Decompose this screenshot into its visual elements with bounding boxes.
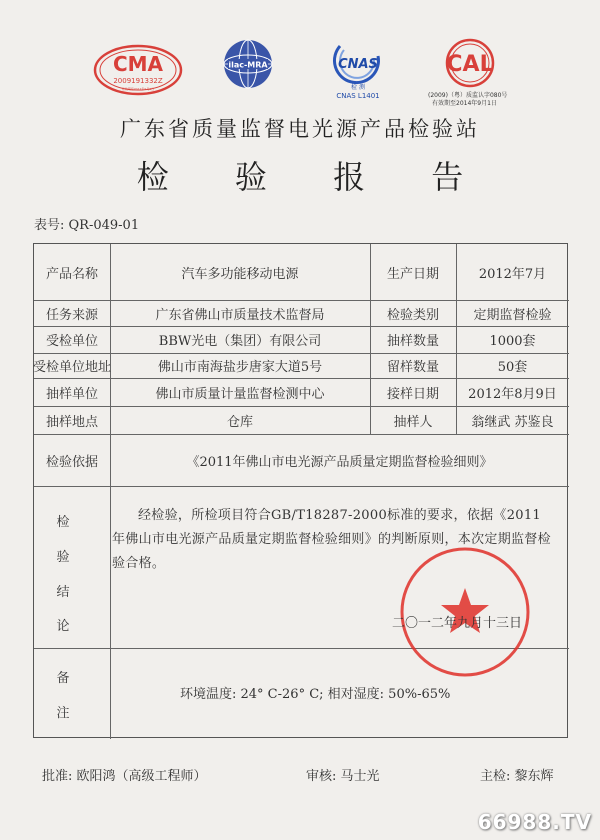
- cal-logo: [442, 38, 498, 88]
- basis-value: 《2011年佛山市电光源产品质量定期监督检验细则》: [186, 454, 493, 470]
- report-title: 检 验 报 告: [136, 158, 492, 196]
- svg-text:2009191332Z: 2009191332Z: [113, 77, 163, 85]
- basis-label: 检验依据: [45, 454, 98, 470]
- inspected-unit-value: BBW光电（集团）有限公司: [158, 334, 322, 349]
- sampling-unit-value: 佛山市质量计量监督检测中心: [155, 386, 325, 402]
- svg-text:CNAS: CNAS: [338, 57, 378, 72]
- ilac-mra-logo: [222, 38, 274, 90]
- receive-date-label: 接样日期: [386, 386, 439, 402]
- unit-address-value: 佛山市南海盐步唐家大道5号: [157, 360, 323, 375]
- retained-qty-value: 50套: [497, 360, 528, 375]
- cal-permit-line1: (2009)（粤）质监认字080号: [428, 92, 508, 99]
- svg-text:有效期至2012年9月1日: 有效期至2012年9月1日: [121, 87, 155, 91]
- svg-text:CNAS L1401: CNAS L1401: [336, 92, 380, 100]
- sample-qty-value: 1000套: [489, 334, 536, 349]
- conclusion-label-1: 检: [56, 515, 70, 530]
- sampling-place-value: 仓库: [226, 414, 253, 430]
- sampler-value: 翁继武 苏鉴良: [471, 414, 554, 430]
- cal-permit-line2: 有效期至2014年9月1日: [432, 100, 497, 107]
- form-number: 表号: QR-049-01: [34, 218, 140, 233]
- sample-qty-label: 抽样数量: [386, 334, 439, 349]
- product-name-value: 汽车多功能移动电源: [181, 266, 299, 282]
- production-date-label: 生产日期: [386, 266, 439, 282]
- conclusion-label-3: 结: [56, 585, 70, 600]
- approved-by: 批准: 欧阳鸿（高级工程师）: [42, 769, 207, 784]
- conclusion-label-2: 验: [56, 550, 70, 565]
- cnas-logo: [322, 38, 392, 100]
- task-source-label: 任务来源: [45, 307, 98, 323]
- organization-title: 广东省质量监督电光源产品检验站: [120, 117, 480, 141]
- task-source-value: 广东省佛山市质量技术监督局: [155, 307, 325, 323]
- conclusion-label-4: 论: [56, 619, 70, 634]
- product-name-label: 产品名称: [45, 266, 98, 282]
- inspection-type-label: 检验类别: [386, 307, 439, 323]
- sampling-place-label: 抽样地点: [45, 414, 98, 430]
- svg-text:CMA: CMA: [112, 52, 164, 76]
- svg-text:检 测: 检 测: [351, 84, 365, 91]
- inspection-type-value: 定期监督检验: [473, 307, 552, 323]
- tested-by: 主检: 黎东辉: [480, 769, 554, 784]
- cma-logo: [93, 44, 183, 96]
- site-watermark: 66988.TV: [477, 810, 592, 834]
- inspected-unit-label: 受检单位: [45, 334, 98, 349]
- conclusion-text: 经检验，所检项目符合GB/T18287-2000标准的要求，依据《2011年佛山市电光源产品质量定期监督检验细则》的判断原则，本次定期监督检验合格。: [112, 508, 551, 571]
- production-date-value: 2012年7月: [478, 266, 547, 282]
- remarks-label-2: 注: [56, 706, 70, 721]
- sampling-unit-label: 抽样单位: [45, 386, 98, 402]
- receive-date-value: 2012年8月9日: [468, 386, 557, 402]
- sampler-label: 抽样人: [393, 414, 433, 430]
- svg-text:ilac-MRA: ilac-MRA: [228, 60, 268, 70]
- retained-qty-label: 留样数量: [386, 360, 439, 375]
- reviewed-by: 审核: 马士光: [306, 769, 380, 784]
- unit-address-label: 受检单位地址: [33, 360, 112, 375]
- conclusion-date: 二〇一二年九月十三日: [392, 616, 523, 631]
- remarks-label-1: 备: [56, 671, 70, 686]
- svg-text:CAL: CAL: [446, 52, 494, 77]
- remarks-text: 环境温度: 24° C-26° C; 相对湿度: 50%-65%: [180, 687, 451, 702]
